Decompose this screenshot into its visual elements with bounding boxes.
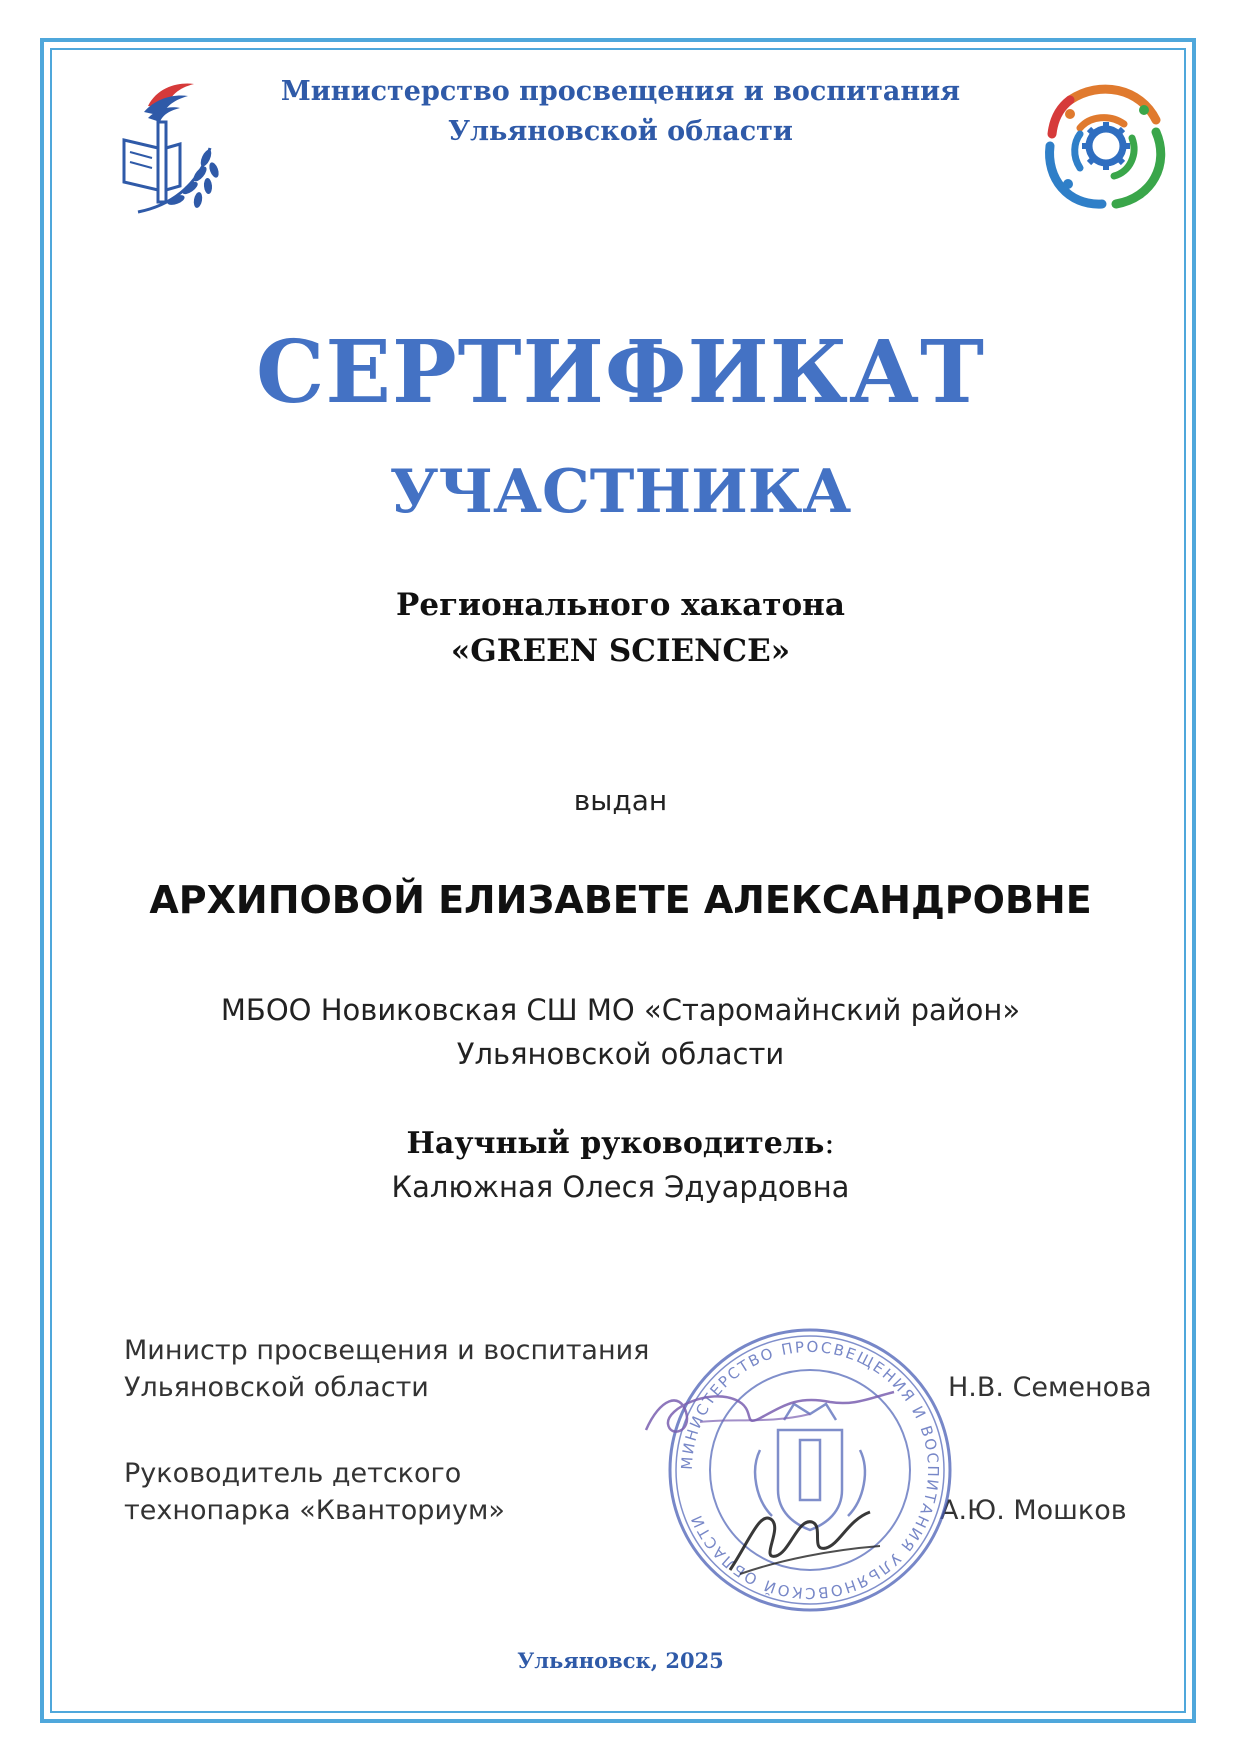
supervisor-name: Калюжная Олеся Эдуардовна bbox=[391, 1170, 850, 1204]
minister-title-line-2: Ульяновской области bbox=[124, 1372, 429, 1403]
minister-title-line-1: Министр просвещения и воспитания bbox=[124, 1335, 650, 1366]
event-line-2: «GREEN SCIENCE» bbox=[450, 633, 791, 669]
director-signature bbox=[720, 1490, 890, 1580]
school-line-2: Ульяновской области bbox=[456, 1037, 785, 1071]
event-line-1: Регионального хакатона bbox=[396, 587, 845, 623]
director-title-line-1: Руководитель детского bbox=[124, 1458, 462, 1489]
issued-label: выдан bbox=[573, 784, 668, 817]
certificate-title: СЕРТИФИКАТ bbox=[255, 322, 986, 423]
minister-signature bbox=[640, 1378, 900, 1448]
stamp-ring-text: МИНИСТЕРСТВО ПРОСВЕЩЕНИЯ И ВОСПИТАНИЯ УЛЬЯНОВСКОЙ ОБЛАСТИ bbox=[677, 1337, 943, 1603]
certificate-subtitle: УЧАСТНИКА bbox=[389, 457, 852, 527]
header-line-1: Министерство просвещения и воспитания bbox=[280, 76, 961, 107]
supervisor-label bbox=[0, 1126, 1241, 1161]
ministry-emblem-icon bbox=[118, 78, 228, 218]
footer-city-year: Ульяновск, 2025 bbox=[517, 1648, 724, 1673]
supervisor-label-text: Научный руководитель bbox=[406, 1126, 825, 1161]
kvantorium-gear-icon bbox=[1040, 80, 1172, 212]
supervisor-colon: : bbox=[824, 1126, 835, 1161]
recipient-name: АРХИПОВОЙ ЕЛИЗАВЕТЕ АЛЕКСАНДРОВНЕ bbox=[149, 878, 1092, 922]
header-line-2: Ульяновской области bbox=[448, 116, 793, 147]
school-line-1: МБОО Новиковская СШ МО «Старомайнский район» bbox=[220, 993, 1021, 1027]
director-name: А.Ю. Мошков bbox=[940, 1495, 1127, 1526]
minister-name: Н.В. Семенова bbox=[948, 1372, 1152, 1403]
director-title-line-2: технопарка «Кванториум» bbox=[124, 1495, 505, 1526]
ministry-header bbox=[240, 72, 1001, 152]
